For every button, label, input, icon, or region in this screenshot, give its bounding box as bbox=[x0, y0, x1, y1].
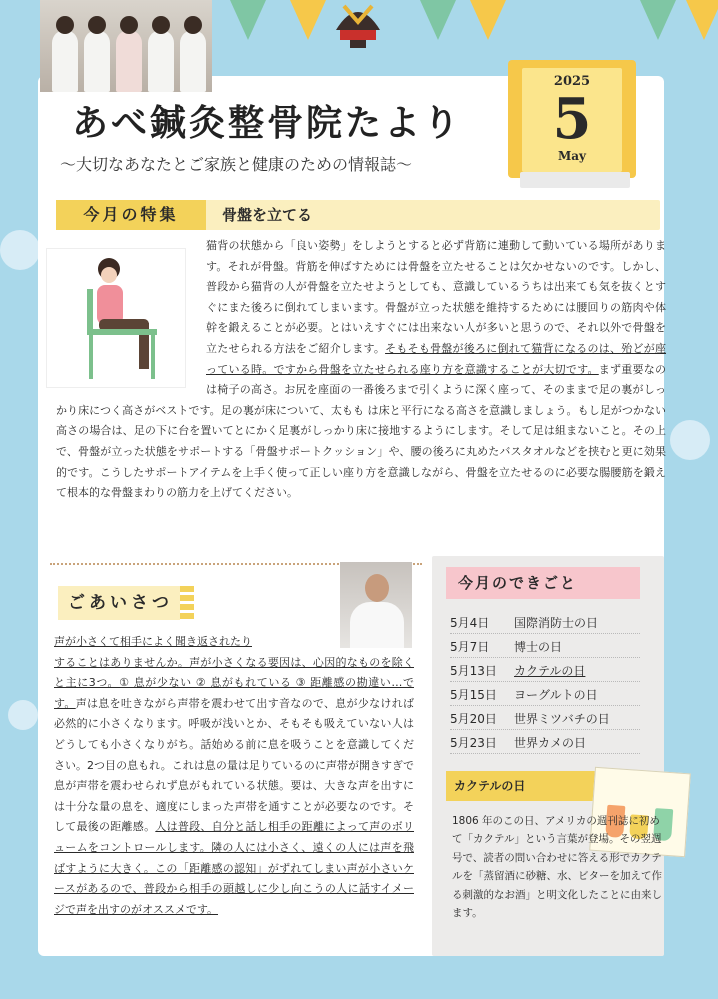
event-item bbox=[450, 660, 640, 682]
calendar-ribbon bbox=[520, 172, 630, 188]
bunting-flag bbox=[686, 0, 718, 40]
kabuto-helmet-icon bbox=[330, 0, 386, 50]
event-name: 世界カメの日 bbox=[514, 736, 587, 750]
bunting-flag bbox=[640, 0, 676, 40]
event-date: 5月13日 bbox=[450, 664, 497, 678]
feature-body bbox=[56, 236, 666, 504]
feature-body-emphasis: そもそも骨盤が後ろに倒れて猫背になるのは、殆どが座っている時。ですから骨盤を立たせられる座り方を意識することが大切です。 bbox=[206, 341, 667, 376]
feature-body-text-rest: まず重要なのは椅子の高さ。お尻を座面の一番後ろまで引くように深く座って、そのままで足の裏がしっかり床につく高さがベストです。足の裏が床について、太もも は床と平行になる高さを意識しましょう。もし足がつかない高さの場合は、足の下に台を置いてとにかく足裏がしっかり床に接地するようにします。そして足は組まないこと。その上で、骨盤が立った状態をサポートする「骨盤サポートクッション」や、腰の後ろに丸めたバスタオルなどを挟むと更に効果的です。こうしたサポートアイテムを上手く使って正しい座り方を意識しながら、骨盤を立たせるのに必要な腸腰筋を鍛えて根本的な骨盤まわりの筋力を上げてください。 bbox=[56, 362, 666, 500]
bg-decoration bbox=[8, 700, 38, 730]
feature-body-text: 猫背の状態から「良い姿勢」をしようとすると必ず背筋に連動して動いている場所があります。それが骨盤。背筋を伸ばすためには骨盤を立たせることは欠かせないのです。しかし、普段から猫背の人が骨盤を立たせようとしても、意識しているうちは出来ても気を抜くとすぐにまた後ろに倒れてしまいます。骨盤が立った状態を維持するためには腰回りの筋肉や体幹を鍛えることが必要。とはいえすぐには出来ない人が多いと思うので、それ以外で骨盤を立たせられる方法をご紹介します。 bbox=[206, 239, 666, 355]
greeting-body bbox=[54, 632, 414, 920]
event-name: 世界ミツバチの日 bbox=[514, 712, 610, 726]
calendar-month: 5 bbox=[552, 86, 592, 152]
newsletter-title: あべ鍼灸整骨院たより bbox=[72, 102, 463, 144]
event-date: 5月20日 bbox=[450, 712, 497, 726]
event-name: ヨーグルトの日 bbox=[514, 688, 598, 702]
event-item bbox=[450, 708, 640, 730]
bunting-flag bbox=[470, 0, 506, 40]
greeting-line2: することはありませんか。声が小さくなる要因は、心因的なものを除くと主に3つ。① 息が少ない ② 息がもれている ③ 距離感の勘違い…です。 bbox=[54, 655, 414, 710]
feature-title: 骨盤を立てる bbox=[222, 206, 313, 224]
greeting-line1: 声が小さくて相手によく聞き返されたり bbox=[54, 635, 252, 648]
event-item bbox=[450, 636, 640, 658]
feature-header bbox=[56, 200, 660, 230]
calendar-year: 2025 bbox=[553, 74, 591, 89]
event-date: 5月23日 bbox=[450, 736, 497, 750]
event-name: 国際消防士の日 bbox=[514, 616, 599, 630]
calendar-month-name: May bbox=[557, 149, 587, 163]
events-title: 今月のできごと bbox=[446, 567, 640, 599]
bunting-flag bbox=[420, 0, 456, 40]
greeting-stripes bbox=[180, 586, 194, 620]
calendar-badge bbox=[508, 60, 636, 178]
feature-label: 今月の特集 bbox=[56, 200, 206, 230]
event-item bbox=[450, 684, 640, 706]
event-item bbox=[450, 612, 640, 634]
event-date: 5月15日 bbox=[450, 688, 497, 702]
bg-decoration bbox=[0, 230, 40, 270]
greeting-emphasis: 人は普段、自分と話し相手の距離によって声のボリュームをコントロールします。隣の人には小さく、遠くの人には声を飛ばすように大きく。この「距離感の認知」がずれてしまい声が小さいケースがあるので、普段から相手の頭越しに少し向こうの人に話すイメージで声を出すのがオススメです。 bbox=[54, 820, 415, 916]
cocktail-label: カクテルの日 bbox=[446, 771, 598, 801]
event-item bbox=[450, 732, 640, 754]
bunting-flag bbox=[230, 0, 266, 40]
event-name: カクテルの日 bbox=[514, 664, 586, 678]
event-date: 5月7日 bbox=[450, 640, 490, 654]
bg-decoration bbox=[670, 420, 710, 460]
greeting-label: ごあいさつ bbox=[58, 586, 192, 620]
event-name: 博士の日 bbox=[514, 640, 563, 654]
newsletter-subtitle: 〜大切なあなたとご家族と健康のための情報誌〜 bbox=[60, 155, 413, 174]
staff-photo bbox=[40, 0, 212, 92]
bunting-flag bbox=[290, 0, 326, 40]
cocktail-body: 1806 年のこの日、アメリカの週刊誌に初めて「カクテル」という言葉が登場。その翌週号で、読者の問い合わせに答える形でカクテルを「蒸留酒に砂糖、水、ビターを加えて作る刺激的なお酒」と明文化したことに由来します。 bbox=[452, 815, 662, 920]
greeting-text: 声は息を吐きながら声帯を震わせて出す音なので、息が少なければ必然的に小さくなります。呼吸が浅いとか、そもそも吸えていない人はどうしても小さくなりがち。話始める前に息を吸うことを意識してください。2つ目の息もれ。これは息の量は足りているのに声帯が開きすぎで息が声帯を震わせられず息がもれている状態。要は、大きな声を出すには十分な量の息を、適度にしまった声帯を通すことが必要なのです。そして最後の距離感。 bbox=[54, 696, 415, 834]
event-date: 5月4日 bbox=[450, 616, 490, 630]
